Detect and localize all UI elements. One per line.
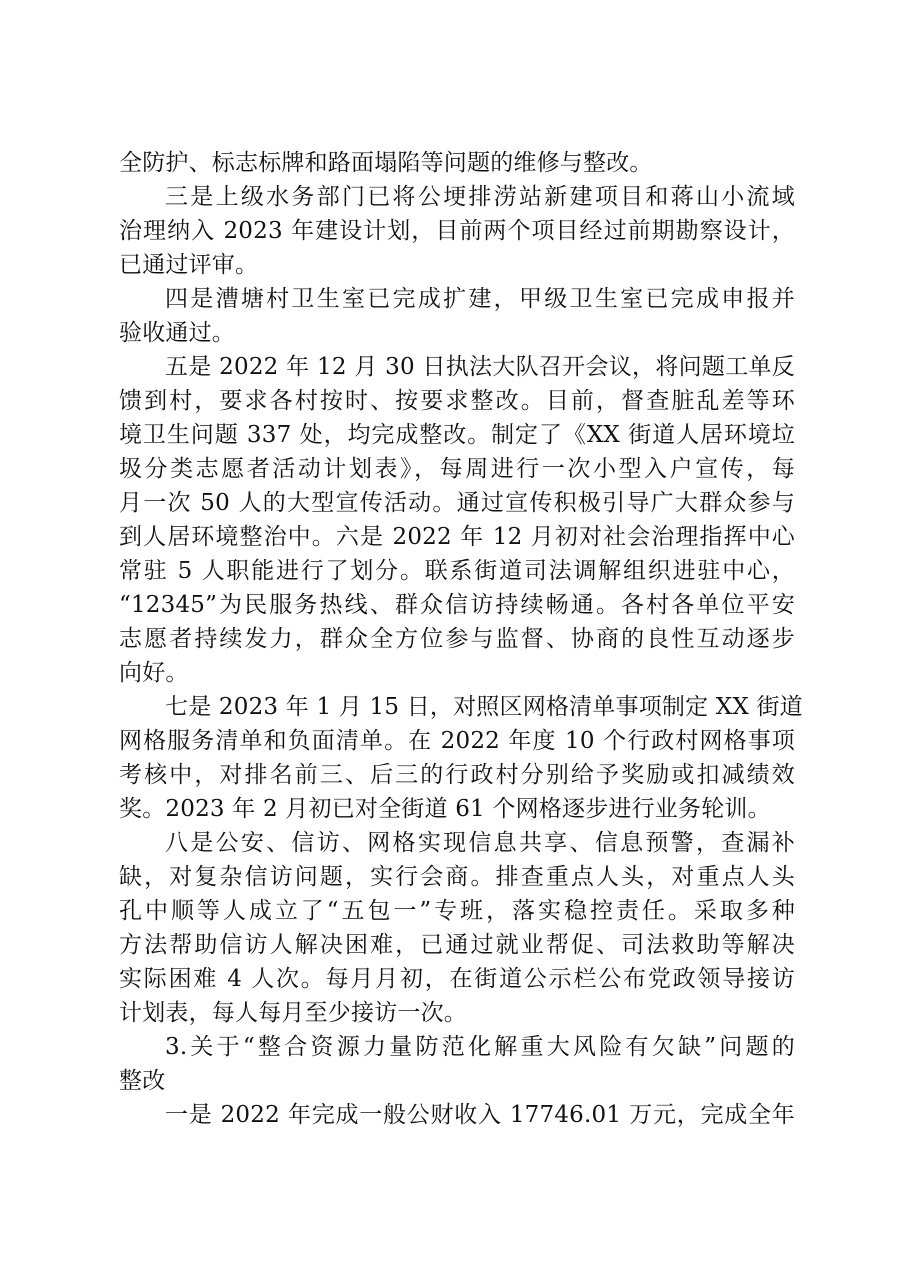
- text-line: 境卫生问题 337 处，均完成整改。制定了《XX 街道人居环境垃: [119, 422, 795, 448]
- text-line: 奖。2023 年 2 月初已对全街道 61 个网格逐步进行业务轮训。: [119, 796, 771, 822]
- paragraph-5-start: 五是 2022 年 12 月 30 日执法大队召开会议，将问题工单反: [165, 354, 795, 380]
- text-line: 网格服务清单和负面清单。在 2022 年度 10 个行政村网格事项: [119, 728, 795, 754]
- paragraph-1-start: 一是 2022 年完成一般公财收入 17746.01 万元，完成全年: [165, 1102, 795, 1128]
- paragraph-8-start: 八是公安、信访、网格实现信息共享、信息预警，查漏补: [165, 830, 795, 856]
- text-line: 志愿者持续发力，群众全方位参与监督、协商的良性互动逐步: [119, 626, 795, 652]
- text-line: 全防护、标志标牌和路面塌陷等问题的维修与整改。: [119, 150, 653, 176]
- document-body: [119, 146, 803, 1132]
- text-line: 已通过评审。: [119, 252, 259, 278]
- text-line: 实际困难 4 人次。每月月初，在街道公示栏公布党政领导接访: [119, 966, 795, 992]
- section-heading-3: 3.关于“整合资源力量防范化解重大风险有欠缺”问题的: [165, 1034, 795, 1060]
- text-line: 计划表，每人每月至少接访一次。: [119, 1000, 467, 1026]
- text-line: 方法帮助信访人解决困难，已通过就业帮促、司法救助等解决: [119, 932, 795, 958]
- paragraph-3-start: 三是上级水务部门已将公埂排涝站新建项目和蒋山小流域: [165, 184, 795, 210]
- paragraph-7-start: 七是 2023 年 1 月 15 日，对照区网格清单事项制定 XX 街道: [165, 694, 803, 720]
- text-line: 常驻 5 人职能进行了划分。联系街道司法调解组织进驻中心，: [119, 558, 795, 584]
- text-line: 圾分类志愿者活动计划表》，每周进行一次小型入户宣传，每: [119, 456, 795, 482]
- text-line: 向好。: [119, 660, 189, 686]
- text-line: 治理纳入 2023 年建设计划，目前两个项目经过前期勘察设计，: [119, 218, 795, 244]
- text-line: 考核中，对排名前三、后三的行政村分别给予奖励或扣减绩效: [119, 762, 795, 788]
- text-line: 馈到村，要求各村按时、按要求整改。目前，督查脏乱差等环: [119, 388, 795, 414]
- paragraph-4-start: 四是漕塘村卫生室已完成扩建，甲级卫生室已完成申报并: [165, 286, 795, 312]
- text-line: 到人居环境整治中。六是 2022 年 12 月初对社会治理指挥中心: [119, 524, 795, 550]
- text-line: 月一次 50 人的大型宣传活动。通过宣传积极引导广大群众参与: [119, 490, 795, 516]
- text-line: 缺，对复杂信访问题，实行会商。排查重点人头，对重点人头: [119, 864, 795, 890]
- text-line: 孔中顺等人成立了“五包一”专班，落实稳控责任。采取多种: [119, 898, 795, 924]
- text-line: 验收通过。: [119, 320, 235, 346]
- section-heading-continuation: 整改: [119, 1068, 166, 1094]
- text-line: “12345”为民服务热线、群众信访持续畅通。各村各单位平安: [119, 592, 795, 618]
